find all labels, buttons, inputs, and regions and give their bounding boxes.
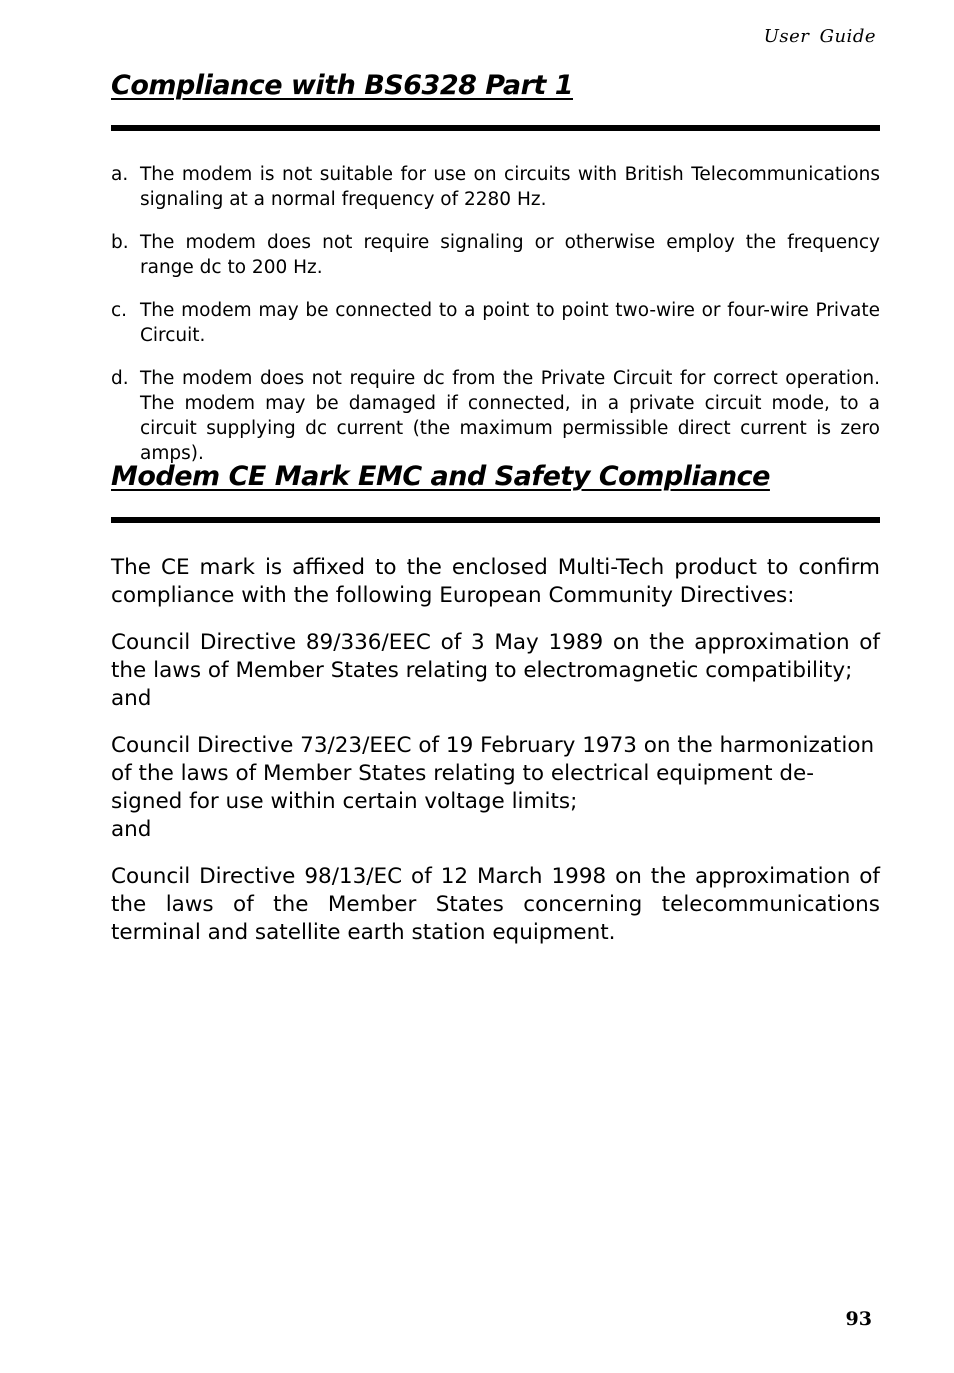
section-rule-2 (111, 517, 880, 523)
page-number: 93 (845, 1308, 872, 1330)
section-rule-1 (111, 125, 880, 131)
section-title-bs6328: Compliance with BS6328 Part 1 (111, 70, 573, 101)
ce-intro-paragraph: The CE mark is affixed to the enclosed Multi-Tech product to confirm compliance with the following European Community Directives: (111, 555, 880, 608)
directive-73-23-line-1: Council Directive 73/23/EEC of 19 February 1973 on the harmonization (111, 733, 875, 758)
list-item (111, 366, 880, 466)
directive-98-13-paragraph: Council Directive 98/13/EC of 12 March 1998 on the approximation of the laws of the Member States concerning telecommunications terminal and satellite earth station equipment. (111, 864, 880, 945)
directive-73-23-line-3: signed for use within certain voltage limits; (111, 789, 578, 814)
directive-73-23-paragraph (111, 732, 880, 844)
running-header: User Guide (763, 26, 876, 47)
list-item-marker: b. (111, 232, 129, 253)
bs6328-requirements-list (111, 162, 880, 484)
list-item-text: The modem may be connected to a point to point two-wire or four-wire Private Circuit. (140, 300, 880, 346)
list-item-text: The modem does not require dc from the Private Circuit for correct operation. The modem may be damaged if connected, in a private circuit mode, to a circuit supplying dc current (the maximum permissible direct current is zero amps). (140, 368, 880, 464)
list-item (111, 298, 880, 348)
section-title-ce-mark: Modem CE Mark EMC and Safety Compliance (111, 461, 770, 492)
directive-89-336-text: Council Directive 89/336/EEC of 3 May 1989 on the approximation of the laws of Member States relating to electromagnetic compatibility; (111, 630, 880, 683)
ce-mark-body (111, 554, 880, 966)
list-item (111, 162, 880, 212)
directive-89-336-paragraph (111, 629, 880, 713)
list-item-marker: d. (111, 368, 129, 389)
list-item-text: The modem is not suitable for use on circuits with British Telecommunications signaling at a normal frequency of 2280 Hz. (140, 164, 880, 210)
list-item-marker: a. (111, 164, 129, 185)
list-item (111, 230, 880, 280)
directive-89-336-and: and (111, 686, 152, 711)
list-item-marker: c. (111, 300, 128, 321)
directive-73-23-line-2: of the laws of Member States relating to electrical equipment de- (111, 761, 815, 786)
directive-73-23-and: and (111, 817, 152, 842)
list-item-text: The modem does not require signaling or otherwise employ the frequency range dc to 200 Hz. (140, 232, 880, 278)
